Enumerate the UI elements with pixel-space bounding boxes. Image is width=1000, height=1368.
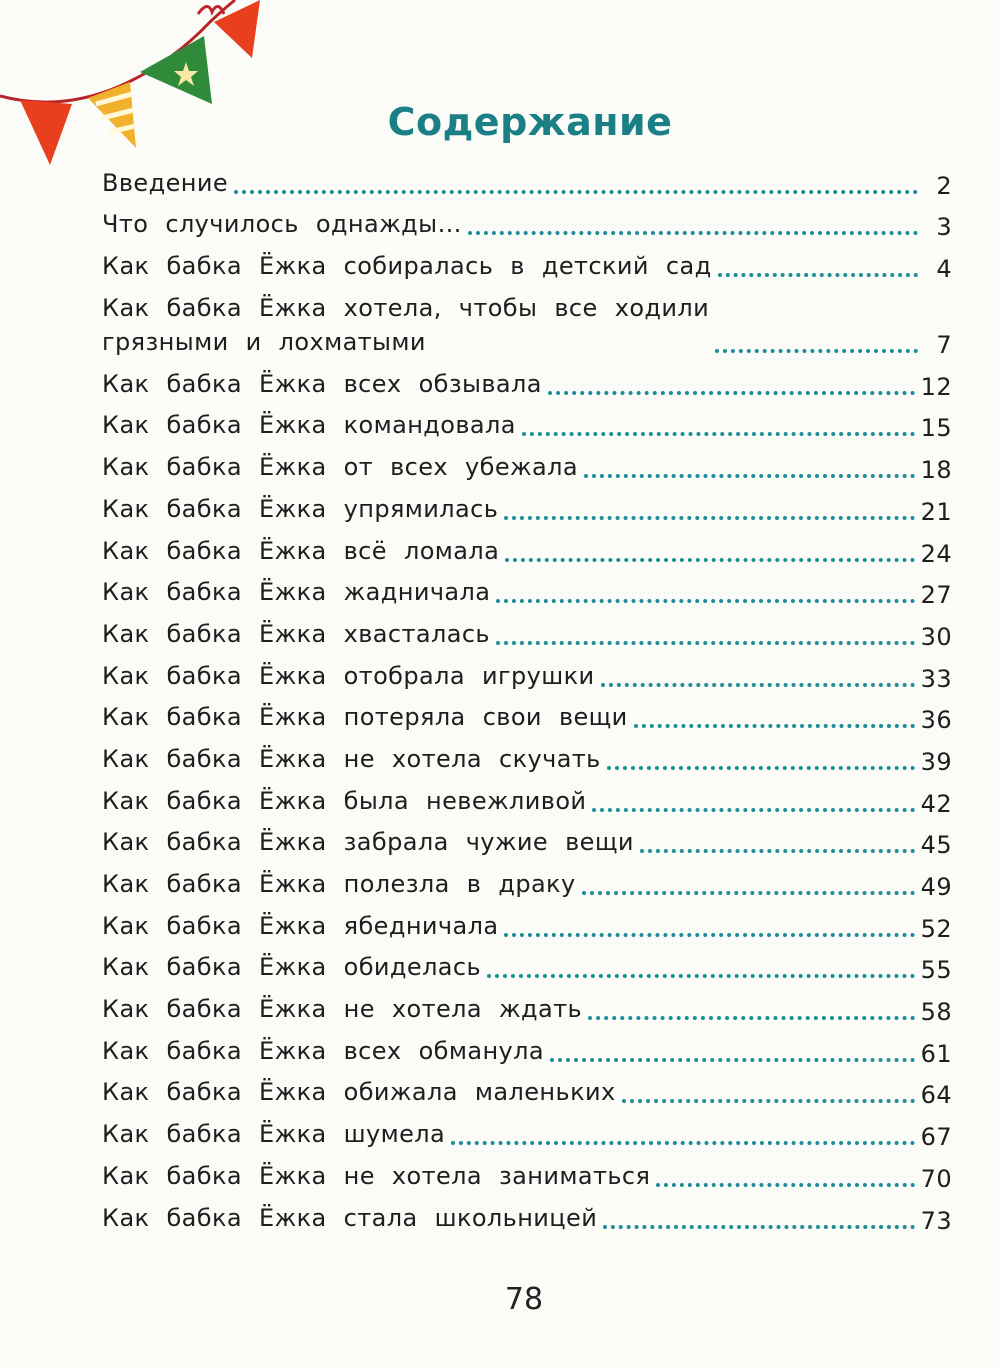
toc-entry-page: 18 xyxy=(920,456,952,485)
dot-leader xyxy=(504,516,914,520)
toc-entry xyxy=(102,1070,952,1112)
toc-entry-page: 3 xyxy=(936,213,952,242)
toc-entry-page: 70 xyxy=(920,1164,952,1193)
dot-leader xyxy=(640,849,915,853)
toc-entry-title: Как бабка Ёжка всех обманула xyxy=(102,1036,545,1065)
dot-leader xyxy=(603,1225,914,1229)
page-title: Содержание xyxy=(387,100,673,144)
toc-entry-page: 2 xyxy=(936,171,952,200)
dot-leader xyxy=(522,432,915,436)
toc-entry xyxy=(102,945,952,987)
toc-entry-title: Как бабка Ёжка ябедничала xyxy=(102,911,499,940)
toc-entry xyxy=(102,528,952,570)
dot-leader xyxy=(505,558,914,562)
toc-entry-page: 21 xyxy=(920,497,952,526)
toc-entry-page: 36 xyxy=(920,706,952,735)
toc-entry-title: Как бабка Ёжка от всех убежала xyxy=(102,453,579,482)
toc-entry-title: Как бабка Ёжка потеряла свои вещи xyxy=(102,703,628,732)
toc-entry-page: 49 xyxy=(920,873,952,901)
toc-entry xyxy=(102,1028,952,1070)
dot-leader xyxy=(634,724,915,728)
toc-entry xyxy=(102,1195,952,1237)
toc-entry-title: Как бабка Ёжка не хотела заниматься xyxy=(102,1161,651,1190)
toc-entry-title: Как бабка Ёжка не хотела скучать xyxy=(102,744,601,773)
toc-entry xyxy=(102,695,952,737)
page-number: 78 xyxy=(504,1282,544,1317)
toc-entry xyxy=(102,1153,952,1195)
toc-entry-title: Что случилось однажды… xyxy=(102,210,462,239)
toc-entry-page: 61 xyxy=(920,1039,952,1068)
toc-entry-page: 55 xyxy=(920,956,952,985)
toc-entry-title: Как бабка Ёжка командовала xyxy=(102,411,516,440)
dot-leader xyxy=(234,190,918,194)
dot-leader xyxy=(496,641,915,645)
bunting-garland-decoration xyxy=(0,0,270,180)
toc-entry-page: 33 xyxy=(920,664,952,693)
toc-entry-title: Как бабка Ёжка отобрала игрушки xyxy=(102,661,595,690)
toc-entry-title: Как бабка Ёжка полезла в драку xyxy=(102,870,576,898)
dot-leader xyxy=(601,683,915,687)
dot-leader xyxy=(718,273,918,277)
toc-entry-page: 24 xyxy=(920,539,952,568)
dot-leader xyxy=(656,1183,914,1187)
toc-entry-title: Как бабка Ёжка обиделась xyxy=(102,953,482,982)
dot-leader xyxy=(550,1058,915,1062)
toc-entry-page: 30 xyxy=(920,622,952,651)
toc-entry-title: Как бабка Ёжка всё ломала xyxy=(102,536,500,565)
toc-entry xyxy=(102,986,952,1028)
toc-entry-title: Как бабка Ёжка жадничала xyxy=(102,578,491,607)
toc-entry-title: Как бабка Ёжка упрямилась xyxy=(102,494,499,523)
toc-entry-title: Как бабка Ёжка хотела, чтобы все ходили грязными и лохматыми xyxy=(102,294,710,357)
toc-entry-page: 58 xyxy=(920,998,952,1027)
toc-entry xyxy=(102,903,952,945)
toc-entry xyxy=(102,861,952,903)
dot-leader xyxy=(496,599,914,603)
toc-entry xyxy=(102,403,952,445)
toc-entry-title: Как бабка Ёжка забрала чужие вещи xyxy=(102,828,634,857)
dot-leader xyxy=(468,231,918,235)
dot-leader xyxy=(504,933,914,937)
toc-entry-page: 45 xyxy=(920,831,952,860)
dot-leader xyxy=(588,1016,915,1020)
toc-entry-title: Как бабка Ёжка была невежливой xyxy=(102,786,587,815)
toc-entry xyxy=(102,285,952,361)
toc-entry xyxy=(102,160,952,202)
dot-leader xyxy=(584,474,915,478)
toc-entry-page: 15 xyxy=(920,414,952,443)
toc-entry xyxy=(102,444,952,486)
dot-leader xyxy=(487,974,915,978)
toc-entry-title: Как бабка Ёжка шумела xyxy=(102,1120,446,1149)
dot-leader xyxy=(607,766,915,770)
toc-entry-title: Как бабка Ёжка хвасталась xyxy=(102,619,490,648)
table-of-contents xyxy=(102,160,952,1237)
dot-leader xyxy=(592,808,914,812)
toc-entry-page: 42 xyxy=(920,789,952,818)
toc-entry xyxy=(102,611,952,653)
toc-entry-page: 73 xyxy=(920,1206,952,1235)
toc-entry-page: 12 xyxy=(920,372,952,401)
toc-entry xyxy=(102,243,952,285)
toc-entry-title: Как бабка Ёжка стала школьницей xyxy=(102,1203,598,1232)
toc-entry-page: 52 xyxy=(920,914,952,943)
dot-leader xyxy=(582,891,915,895)
toc-entry xyxy=(102,820,952,862)
toc-entry-title: Как бабка Ёжка собиралась в детский сад xyxy=(102,252,712,281)
toc-entry-page: 67 xyxy=(920,1123,952,1152)
toc-entry-page: 64 xyxy=(920,1081,952,1110)
toc-entry xyxy=(102,736,952,778)
dot-leader xyxy=(715,349,918,353)
toc-entry xyxy=(102,202,952,244)
toc-entry-page: 39 xyxy=(920,747,952,776)
toc-entry-page: 4 xyxy=(936,255,952,284)
toc-entry-title: Как бабка Ёжка не хотела ждать xyxy=(102,995,583,1024)
toc-entry xyxy=(102,570,952,612)
toc-entry-title: Как бабка Ёжка всех обзывала xyxy=(102,369,542,398)
toc-entry-page: 27 xyxy=(920,581,952,610)
toc-entry xyxy=(102,486,952,528)
toc-entry xyxy=(102,653,952,695)
toc-entry-page: 7 xyxy=(936,331,952,360)
dot-leader xyxy=(548,391,915,395)
dot-leader xyxy=(622,1099,915,1103)
toc-entry xyxy=(102,1111,952,1153)
toc-entry xyxy=(102,361,952,403)
dot-leader xyxy=(451,1141,915,1145)
toc-entry-title: Как бабка Ёжка обижала маленьких xyxy=(102,1078,616,1107)
toc-entry xyxy=(102,778,952,820)
toc-entry-title: Введение xyxy=(102,168,228,197)
